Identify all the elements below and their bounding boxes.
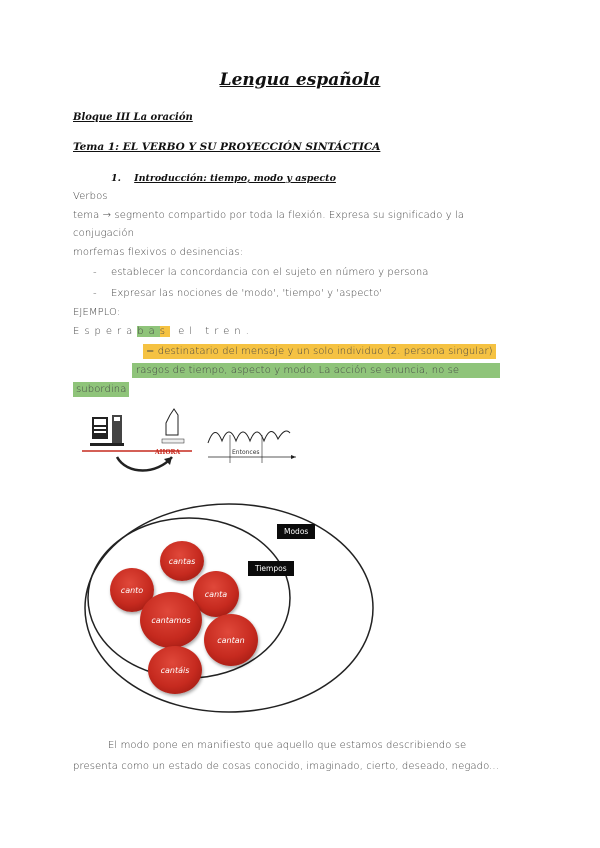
modos-tag: Modos	[277, 524, 315, 539]
note-yellow: = destinatario del mensaje y un solo individuo (2. persona singular)	[143, 344, 496, 359]
example-stem: Espera	[73, 326, 138, 337]
bubble-cantamos: cantamos	[140, 592, 202, 648]
conclusion-line-1: El modo pone en manifiesto que aquello que estamos describiendo se	[108, 740, 467, 751]
tiempos-tag: Tiempos	[248, 561, 294, 576]
conclusion-line-2: presenta como un estado de cosas conocido, imaginado, cierto, deseado, negado...	[73, 761, 499, 772]
tema-line-2: conjugación	[73, 228, 135, 239]
bullet-item-2: Expresar las nociones de 'modo', 'tiempo' y 'aspecto'	[111, 288, 383, 299]
bullet-dash-1: -	[93, 267, 97, 278]
section-heading	[111, 173, 336, 184]
tema-heading: Tema 1: EL VERBO Y SU PROYECCIÓN SINTÁCTICA	[73, 141, 381, 153]
example-morpheme-s: s	[159, 326, 170, 337]
entonces-label: Entonces	[232, 449, 260, 456]
bullet-item-1: establecer la concordancia con el sujeto en número y persona	[111, 267, 429, 278]
morfemas-line: morfemas flexivos o desinencias:	[73, 247, 244, 258]
note-green-1: rasgos de tiempo, aspecto y modo. La acción se enuncia, no se	[132, 363, 500, 378]
bubble-canta: canta	[193, 571, 239, 617]
pointing-hand-icon	[162, 409, 184, 443]
bloque-heading: Bloque III La oración	[73, 112, 193, 123]
example-sentence	[73, 326, 254, 337]
bullet-dash-2: -	[93, 288, 97, 299]
time-illustration	[82, 405, 307, 475]
section-number: 1.	[111, 173, 121, 184]
verbos-line: Verbos	[73, 191, 108, 202]
note-green-2: subordina	[73, 382, 129, 397]
bubble-cantas: cantas	[160, 541, 204, 581]
computer-icon	[90, 415, 124, 446]
example-rest: el tren.	[169, 326, 254, 337]
page-title: Lengua española	[219, 70, 381, 90]
ejemplo-label: EJEMPLO:	[73, 307, 121, 318]
example-morpheme-ba: ba	[137, 326, 160, 337]
ahora-label: AHORA	[155, 449, 181, 456]
section-label: Introducción: tiempo, modo y aspecto	[134, 173, 336, 184]
bubble-cantan: cantan	[204, 614, 258, 666]
bubble-canto: canto	[110, 568, 154, 612]
tema-line-1: tema → segmento compartido por toda la flexión. Expresa su significado y la	[73, 210, 465, 221]
bubble-cantais: cantáis	[148, 646, 202, 694]
